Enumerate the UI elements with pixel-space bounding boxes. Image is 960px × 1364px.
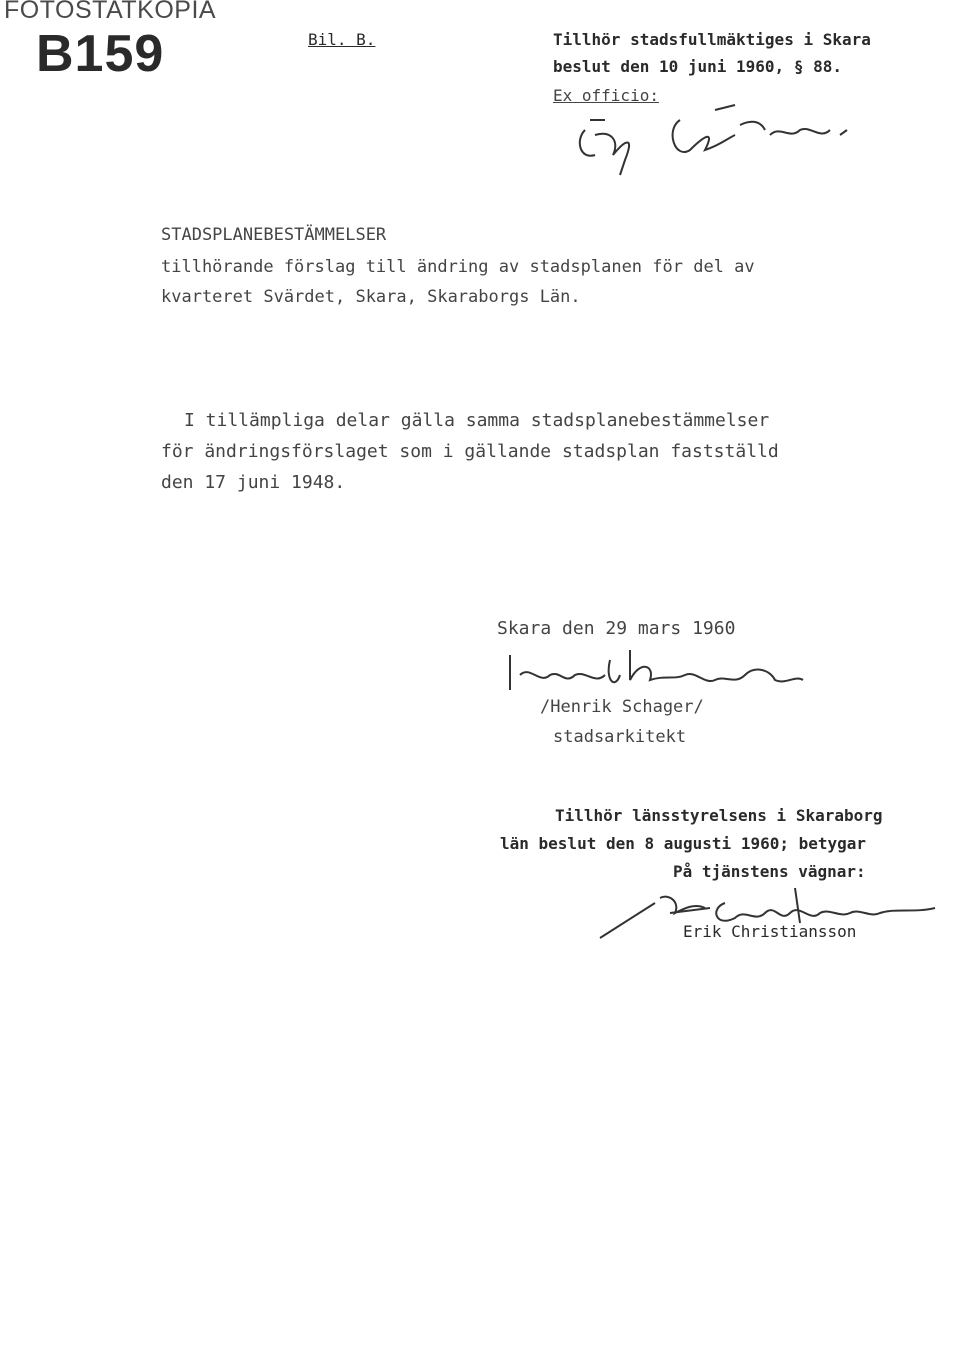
title-line-2: kvarteret Svärdet, Skara, Skaraborgs Län. xyxy=(161,287,581,307)
body-line-2: för ändringsförslaget som i gällande stadsplan fastställd xyxy=(161,441,779,462)
place-date: Skara den 29 mars 1960 xyxy=(497,618,736,639)
document-title: STADSPLANEBESTÄMMELSER xyxy=(161,225,387,245)
attachment-label: Bil. B. xyxy=(308,30,376,49)
ex-officio-label: Ex officio: xyxy=(553,86,659,105)
council-line-2: beslut den 10 juni 1960, § 88. xyxy=(553,57,842,76)
body-line-3: den 17 juni 1948. xyxy=(161,472,346,493)
council-line-1: Tillhör stadsfullmäktiges i Skara xyxy=(553,30,871,49)
architect-name: /Henrik Schager/ xyxy=(540,697,704,717)
architect-role: stadsarkitekt xyxy=(553,727,687,747)
county-line-2: län beslut den 8 augusti 1960; betygar xyxy=(500,834,867,853)
stamp-code: B159 xyxy=(36,25,165,83)
stamp-label: FOTOSTATKOPIA xyxy=(4,0,217,24)
ex-officio-signature xyxy=(565,100,865,180)
title-line-1: tillhörande förslag till ändring av stadsplanen för del av xyxy=(161,257,755,277)
body-line-1: I tillämpliga delar gälla samma stadsplanebestämmelser xyxy=(184,410,770,431)
county-signer-name: Erik Christiansson xyxy=(683,922,857,941)
county-line-3: På tjänstens vägnar: xyxy=(673,862,866,881)
architect-signature xyxy=(505,645,805,700)
county-line-1: Tillhör länsstyrelsens i Skaraborg xyxy=(555,806,883,825)
